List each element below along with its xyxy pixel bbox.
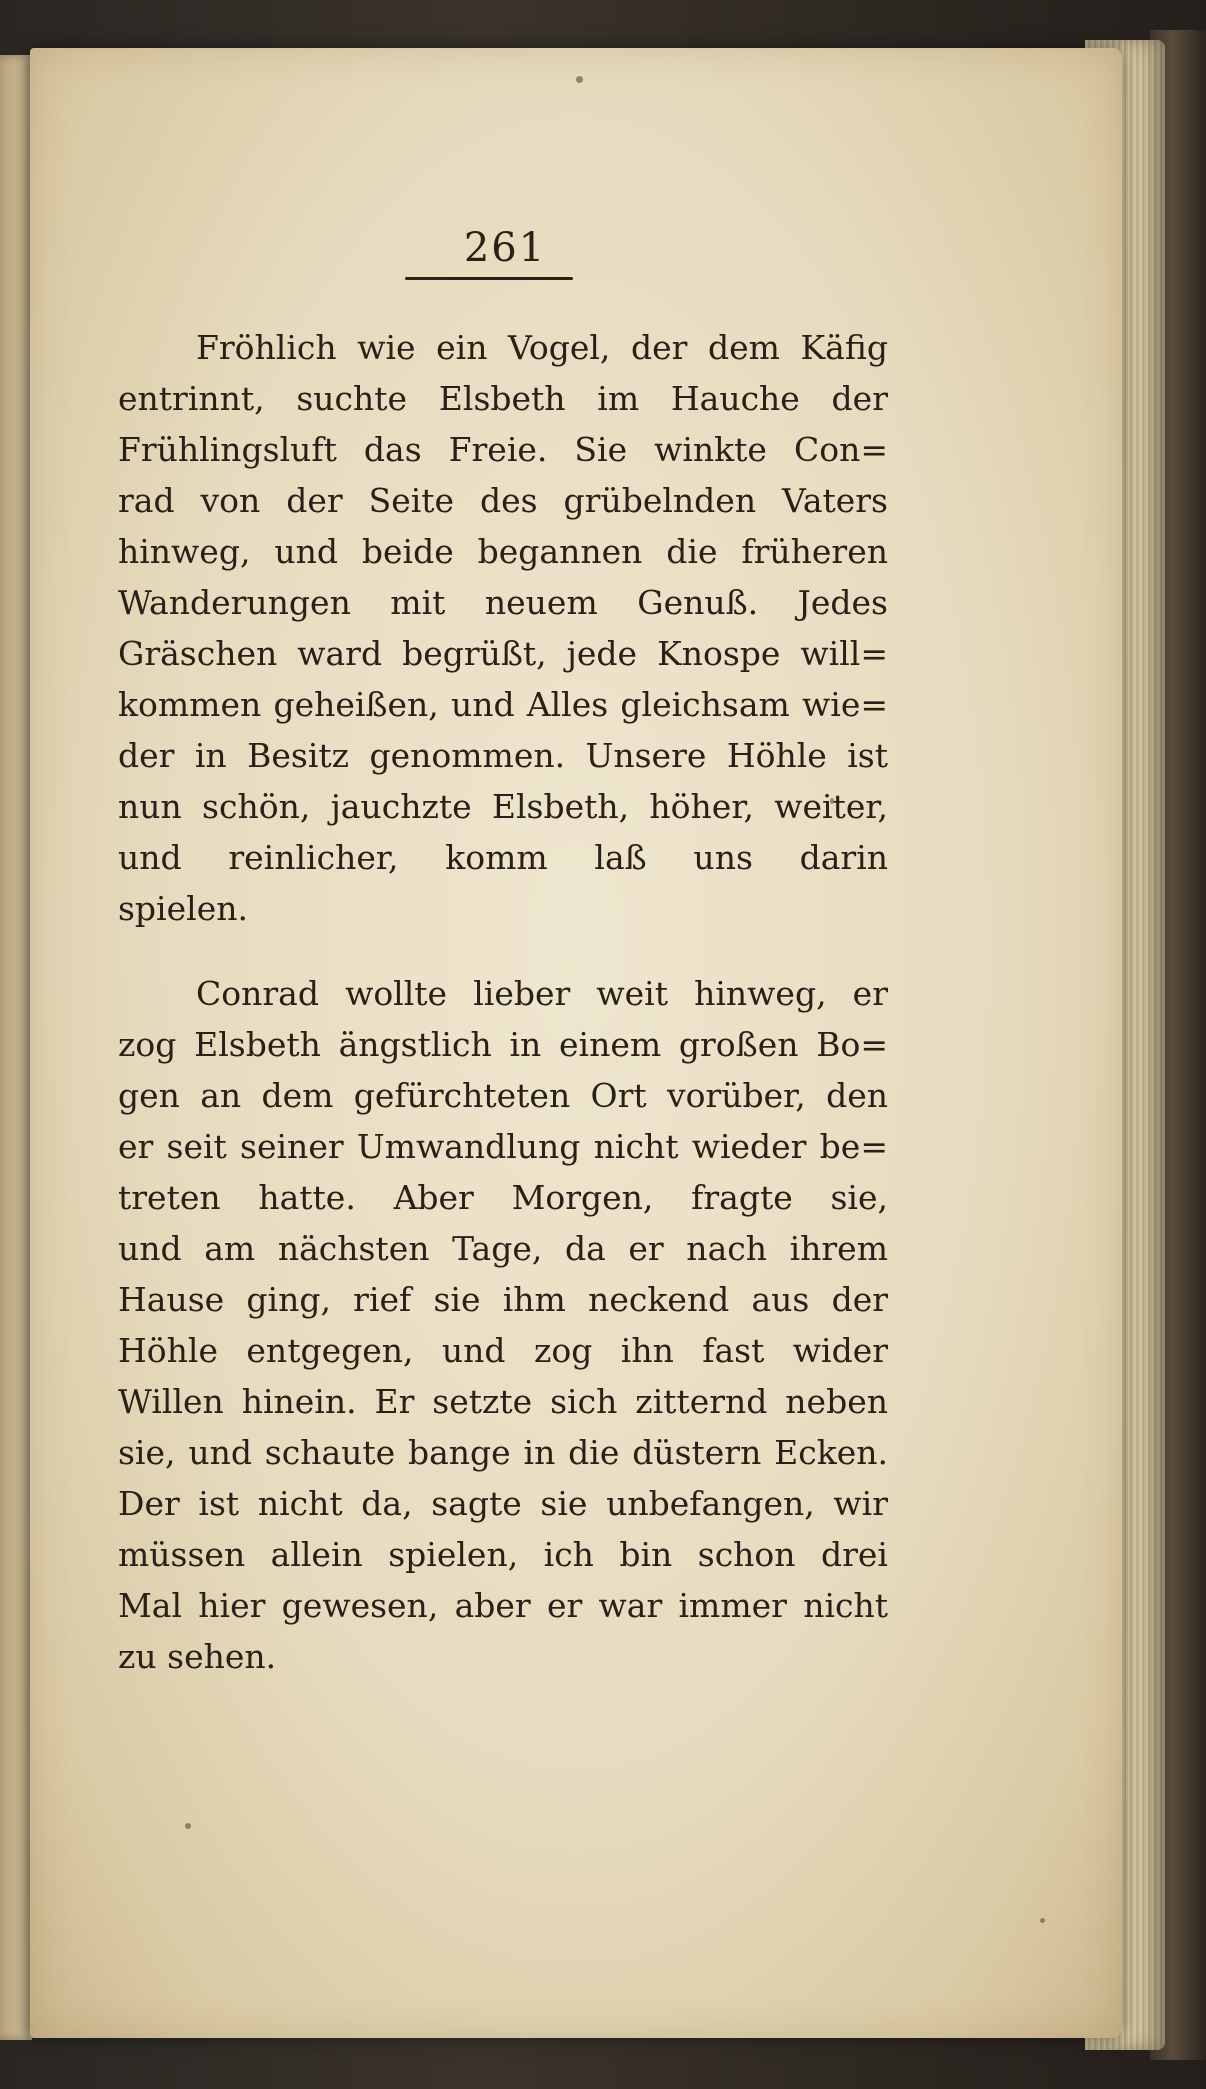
text-line: spielen.: [118, 889, 248, 928]
text-line: Gräschen ward begrüßt, jede Knospe will=: [118, 634, 888, 673]
text-line: kommen geheißen, und Alles gleichsam wie=: [118, 685, 888, 724]
text-line: Fröhlich wie ein Vogel, der dem Käfig: [196, 328, 888, 367]
text-line: Willen hinein. Er setzte sich zitternd neben: [118, 1382, 888, 1421]
text-line: und reinlicher, komm laß uns darin: [118, 838, 888, 877]
text-line: zog Elsbeth ängstlich in einem großen Bo=: [118, 1025, 888, 1064]
text-line: Der ist nicht da, sagte sie unbefangen, wir: [118, 1484, 888, 1523]
text-line: entrinnt, suchte Elsbeth im Hauche der: [118, 379, 888, 418]
text-line: treten hatte. Aber Morgen, fragte sie,: [118, 1178, 888, 1217]
ink-speck: [1040, 1918, 1045, 1923]
facing-page-sliver: [0, 55, 32, 2040]
text-line: rad von der Seite des grübelnden Vaters: [118, 481, 888, 520]
paragraph-gap: [118, 934, 888, 968]
text-line: zu sehen.: [118, 1637, 277, 1676]
text-line: müssen allein spielen, ich bin schon drei: [118, 1535, 888, 1574]
ink-speck: [185, 1823, 191, 1829]
text-line: der in Besitz genommen. Unsere Höhle ist: [118, 736, 888, 775]
page-number: 261: [463, 225, 547, 271]
text-line: Höhle entgegen, und zog ihn fast wider: [118, 1331, 888, 1370]
body-text: [118, 322, 888, 1682]
text-line: Frühlingsluft das Freie. Sie winkte Con=: [118, 430, 888, 469]
header-rule: [405, 277, 573, 280]
text-line: gen an dem gefürchteten Ort vorüber, den: [118, 1076, 888, 1115]
ink-speck: [576, 76, 583, 83]
text-line: hinweg, und beide begannen die früheren: [118, 532, 888, 571]
text-line: Conrad wollte lieber weit hinweg, er: [196, 974, 888, 1013]
text-line: sie, und schaute bange in die düstern Ecken.: [118, 1433, 888, 1472]
text-line: Wanderungen mit neuem Genuß. Jedes: [118, 583, 888, 622]
text-line: Mal hier gewesen, aber er war immer nicht: [118, 1586, 888, 1625]
text-line: und am nächsten Tage, da er nach ihrem: [118, 1229, 888, 1268]
text-line: nun schön, jauchzte Elsbeth, höher, weiter,: [118, 787, 888, 826]
text-line: er seit seiner Umwandlung nicht wieder be=: [118, 1127, 888, 1166]
text-line: Hause ging, rief sie ihm neckend aus der: [118, 1280, 888, 1319]
